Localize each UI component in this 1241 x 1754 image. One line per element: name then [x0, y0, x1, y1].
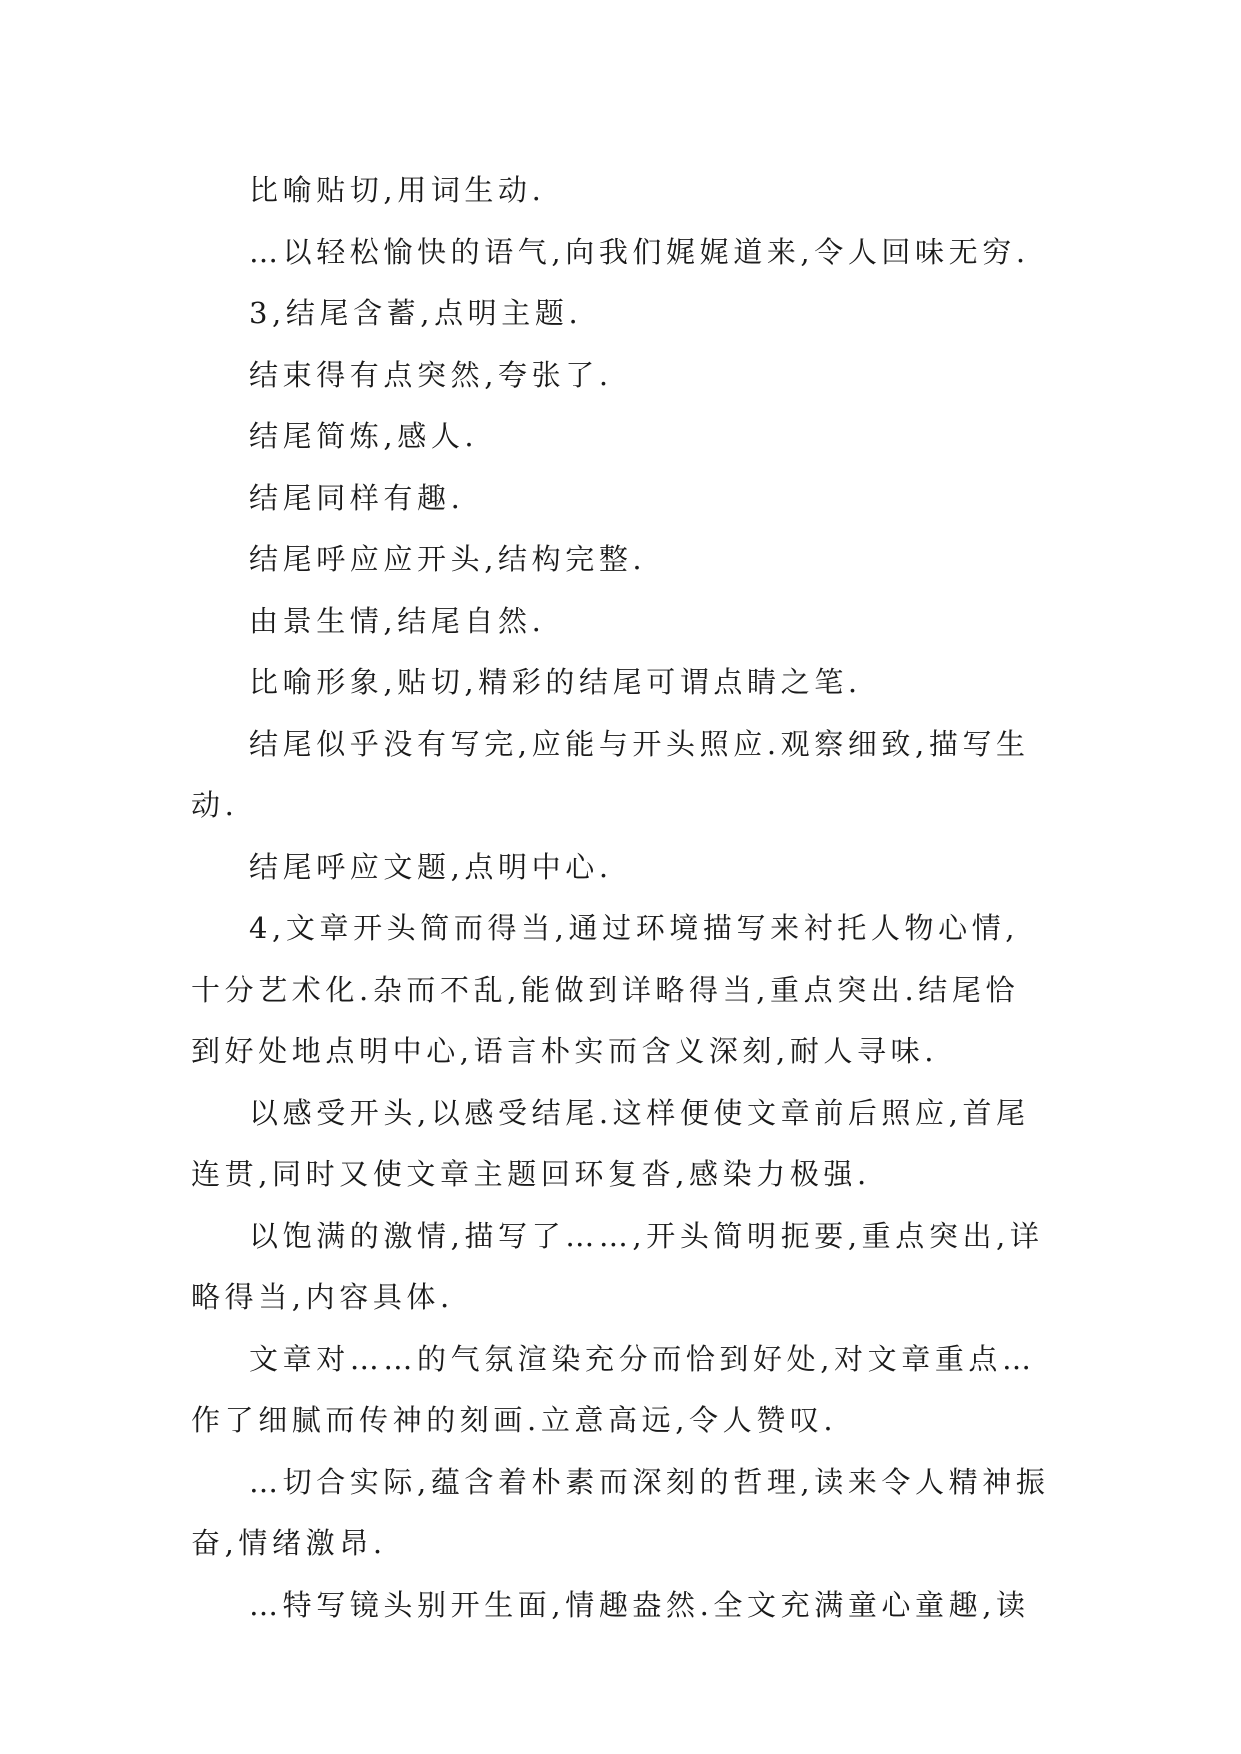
paragraph: 4,文章开头简而得当,通过环境描写来衬托人物心情,十分艺术化.杂而不乱,能做到详略得当,重点突出.结尾恰到好处地点明中心,语言朴实而含义深刻,耐人寻味. — [191, 911, 1020, 1068]
paragraph: 以饱满的激情,描写了……,开头简明扼要,重点突出,详略得当,内容具体. — [191, 1218, 1044, 1314]
paragraph: 结尾同样有趣. — [249, 480, 465, 515]
paragraph: 结束得有点突然,夸张了. — [249, 357, 613, 392]
paragraph: 结尾呼应文题,点明中心. — [249, 849, 613, 884]
paragraph: 比喻贴切,用词生动. — [249, 173, 546, 207]
paragraph: …以轻松愉快的语气,向我们娓娓道来,令人回味无穷. — [249, 234, 1030, 269]
paragraph: 文章对……的气氛渲染充分而恰到好处,对文章重点…作了细腻而传神的刻画.立意高远,令人赞叹. — [191, 1341, 1036, 1437]
document-body — [191, 160, 1051, 1636]
paragraph: 结尾简炼,感人. — [249, 419, 479, 453]
paragraph: 以感受开头,以感受结尾.这样便使文章前后照应,首尾连贯,同时又使文章主题回环复沓,感染力极强. — [191, 1095, 1030, 1191]
paragraph: 3,结尾含蓄,点明主题. — [249, 296, 583, 330]
paragraph: …特写镜头别开生面,情趣盎然.全文充满童心童趣,读 — [249, 1587, 1030, 1622]
paragraph: 比喻形象,贴切,精彩的结尾可谓点睛之笔. — [249, 665, 862, 699]
paragraph: …切合实际,蕴含着朴素而深刻的哲理,读来令人精神振奋,情绪激昂. — [191, 1464, 1050, 1560]
paragraph: 结尾似乎没有写完,应能与开头照应.观察细致,描写生动. — [191, 726, 1030, 822]
paragraph: 由景生情,结尾自然. — [249, 603, 546, 638]
paragraph: 结尾呼应应开头,结构完整. — [249, 542, 647, 576]
